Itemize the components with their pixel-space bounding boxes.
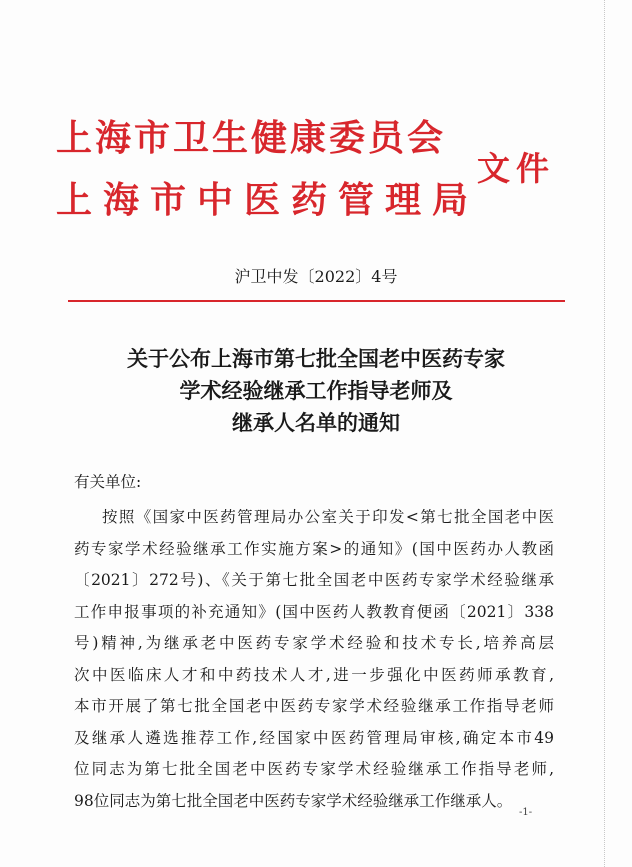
- body-line: 及继承人遴选推荐工作,经国家中医药管理局审核,确定本市49: [74, 728, 554, 747]
- body-line: 本市开展了第七批全国老中医药专家学术经验继承工作指导老师: [74, 697, 554, 715]
- page-number: -1-: [519, 807, 533, 818]
- header-divider: [68, 300, 565, 302]
- scan-edge-line: [604, 0, 606, 867]
- notice-body: [74, 502, 554, 817]
- notice-title: [0, 343, 632, 439]
- body-line: 按照《国家中医药管理局办公室关于印发<第七批全国老中医: [102, 508, 554, 526]
- body-line: 号)精神,为继承老中医药专家学术经验和技术专长,培养高层: [74, 634, 554, 652]
- title-line: 关于公布上海市第七批全国老中医药专家: [127, 346, 505, 371]
- title-line: 学术经验继承工作指导老师及: [179, 378, 453, 403]
- issuer-tcm-bureau: 上海市中医药管理局: [56, 179, 480, 221]
- document-label: 文件: [477, 149, 555, 188]
- body-line: 次中医临床人才和中药技术人才,进一步强化中医药师承教育,: [74, 665, 554, 684]
- body-line: 〔2021〕272号)、《关于第七批全国老中医药专家学术经验继承: [74, 571, 554, 589]
- title-line: 继承人名单的通知: [232, 410, 400, 435]
- body-line: 位同志为第七批全国老中医药专家学术经验继承工作指导老师,: [74, 760, 554, 778]
- document-number: 沪卫中发〔2022〕4号: [234, 267, 398, 286]
- issuer-health-commission: 上海市卫生健康委员会: [56, 117, 447, 159]
- body-line: 工作申报事项的补充通知》(国中医药人教教育便函〔2021〕338: [74, 602, 554, 621]
- body-line: 药专家学术经验继承工作实施方案>的通知》(国中医药办人教函: [74, 539, 554, 558]
- body-line: 98位同志为第七批全国老中医药专家学术经验继承工作继承人。: [74, 791, 513, 810]
- salutation: 有关单位:: [74, 473, 142, 491]
